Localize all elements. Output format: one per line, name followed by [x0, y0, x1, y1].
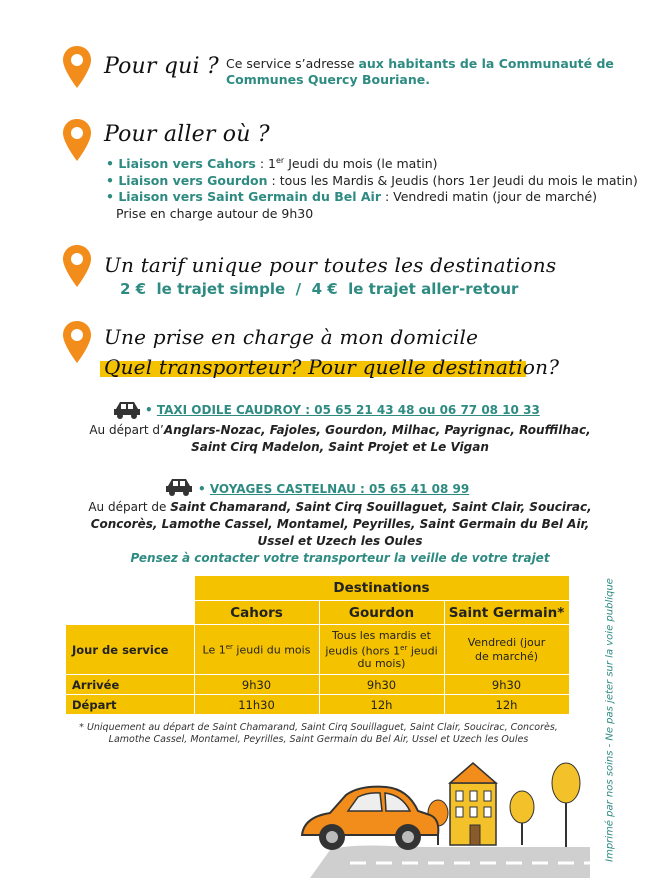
pickup-time: Prise en charge autour de 9h30 [116, 205, 314, 221]
section-title-tarif: Un tarif unique pour toutes les destinations [104, 253, 557, 277]
carrier-voyages: • VOYAGES CASTELNAU : 05 65 41 08 99 [198, 482, 470, 496]
carrier-taxi-area: Au départ d’Anglars-Nozac, Fajoles, Gourdon, Milhac, Payrignac, Rouffilhac, Saint Cirq Madelon, Saint Projet et Le Vigan [89, 423, 591, 454]
car-icon [112, 399, 142, 419]
carrier-voyages-area: Au départ de Saint Chamarand, Saint Cirq Souillaguet, Saint Clair, Soucirac, Concorès, Lamothe Cassel, Montamel, Peyrilles, Saint Germain du Bel Air, Ussel et Uzech les Oules Pensez à contacter votre transporteur la veille de votre trajet [88, 500, 592, 565]
destination-list [106, 153, 638, 222]
location-pin-icon [62, 118, 92, 162]
row-label: Jour de service [66, 625, 195, 675]
column-header: Cahors [194, 601, 319, 625]
table-cell: 11h30 [194, 695, 319, 715]
location-pin-icon [62, 45, 92, 89]
list-item: • Liaison vers Cahors : 1er Jeudi du mois (le matin) [106, 156, 438, 172]
footnote: * Uniquement au départ de Saint Chamarand, Saint Cirq Souillaguet, Saint Clair, Soucirac, Concorès, Lamothe Cassel, Montamel, Peyrilles, Saint Germain du Bel Air, Ussel et Uzech les Oules [79, 722, 558, 745]
location-pin-icon [62, 320, 92, 364]
table-cell: 9h30 [194, 675, 319, 695]
car-town-illustration [290, 755, 590, 878]
table-cell: Le 1er jeudi du mois [194, 625, 319, 675]
side-notice: Imprimé par nos soins - Ne pas jeter sur la voie publique [604, 578, 616, 862]
voyages-phone-link[interactable]: VOYAGES CASTELNAU : 05 65 41 08 99 [209, 482, 470, 496]
table-cell: 12h [319, 695, 444, 715]
row-label: Départ [66, 695, 195, 715]
car-icon [164, 476, 194, 496]
schedule-table [65, 575, 570, 715]
section-subtitle-transporteur: Quel transporteur? Pour quelle destination? [104, 355, 560, 379]
column-header: Gourdon [319, 601, 444, 625]
table-cell: 9h30 [444, 675, 569, 695]
list-item: • Liaison vers Gourdon : tous les Mardis & Jeudis (hors 1er Jeudi du mois le matin) [106, 172, 638, 188]
table-cell: 9h30 [319, 675, 444, 695]
row-label: Arrivée [66, 675, 195, 695]
price-line: 2 € le trajet simple / 4 € le trajet aller-retour [120, 280, 519, 298]
section-title-pour-aller-ou: Pour aller où ? [104, 122, 270, 147]
carrier-taxi: • TAXI ODILE CAUDROY : 05 65 21 43 48 ou 06 77 08 10 33 [145, 403, 540, 417]
audience-text: Ce service s’adresse aux habitants de la Communauté de Communes Quercy Bouriane. [226, 56, 614, 87]
table-cell: 12h [444, 695, 569, 715]
destinations-header: Destinations [194, 576, 569, 601]
table-cell: Tous les mardis et jeudis (hors 1er jeudi du mois) [319, 625, 444, 675]
section-title-prise-en-charge: Une prise en charge à mon domicile [104, 325, 479, 349]
taxi-phone-link[interactable]: TAXI ODILE CAUDROY : 05 65 21 43 48 ou 06 77 08 10 33 [156, 403, 540, 417]
column-header: Saint Germain* [444, 601, 569, 625]
location-pin-icon [62, 244, 92, 288]
table-cell: Vendredi (jour de marché) [444, 625, 569, 675]
list-item: • Liaison vers Saint Germain du Bel Air : Vendredi matin (jour de marché) [106, 189, 598, 205]
section-title-pour-qui: Pour qui ? [104, 54, 219, 79]
